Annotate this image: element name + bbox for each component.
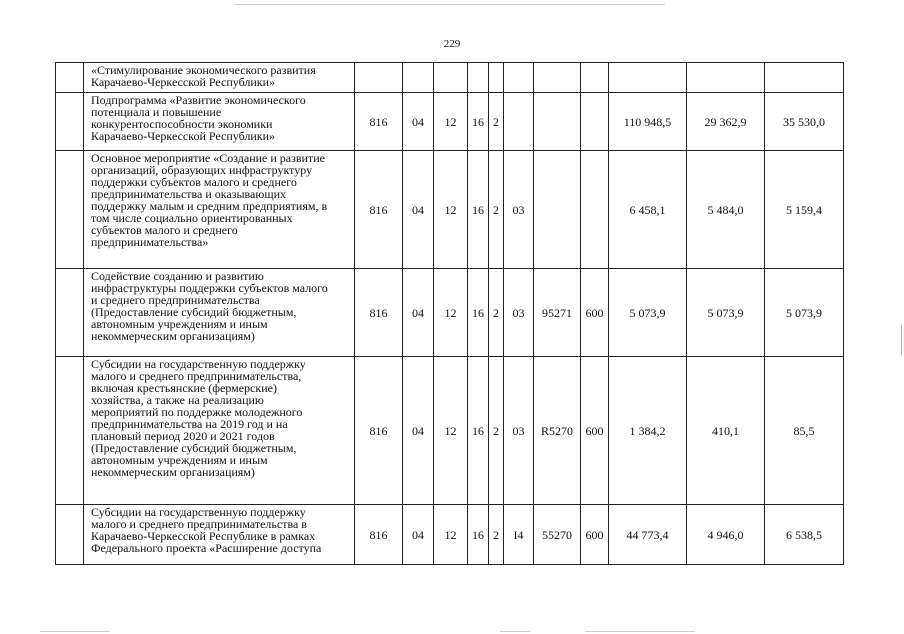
sum-2020: 410,1 [687, 357, 765, 505]
budget-table [55, 62, 844, 565]
ministry-code: 816 [355, 93, 403, 151]
program-code: 16 [468, 505, 489, 565]
sum-2020: 5 073,9 [687, 269, 765, 357]
item-description [84, 151, 355, 269]
description-line: малого и среднего предпринимательства в [91, 517, 307, 531]
expense-type-code [581, 151, 609, 269]
ministry-code: 816 [355, 269, 403, 357]
ministry-code: 816 [355, 505, 403, 565]
item-description [84, 63, 355, 93]
sum-2020 [687, 63, 765, 93]
activity-code: 03 [504, 269, 534, 357]
description-line: (Предоставление субсидий бюджетным, [91, 305, 297, 319]
subsection-code: 12 [434, 93, 468, 151]
description-line: Подпрограмма «Развитие экономического [91, 93, 306, 107]
table-row [56, 63, 844, 93]
table-row [56, 505, 844, 565]
description-line: (Предоставление субсидий бюджетным, [91, 441, 297, 455]
sum-2019: 6 458,1 [609, 151, 687, 269]
activity-code [504, 63, 534, 93]
expense-type-code [581, 93, 609, 151]
direction-code: 95271 [534, 269, 581, 357]
direction-code [534, 63, 581, 93]
activity-code [504, 93, 534, 151]
description-line: конкурентоспособности экономики [91, 117, 273, 131]
description-line: инфраструктуры поддержки субъектов малого [91, 281, 328, 295]
subsection-code [434, 63, 468, 93]
description-line: мероприятий по поддержке молодежного [91, 405, 303, 419]
direction-code [534, 93, 581, 151]
subprogram-code: 2 [489, 93, 504, 151]
item-description [84, 505, 355, 565]
description-line: организаций, образующих инфраструктуру [91, 163, 313, 177]
expense-type-code: 600 [581, 357, 609, 505]
scan-artifact-bottom-right [585, 631, 695, 632]
subprogram-code [489, 63, 504, 93]
table-row [56, 93, 844, 151]
section-code: 04 [403, 505, 434, 565]
row-number-cell [56, 63, 84, 93]
subsection-code: 12 [434, 151, 468, 269]
description-line: Карачаево-Черкесской Республики» [91, 75, 276, 89]
description-line: Основное мероприятие «Создание и развитие [91, 151, 325, 165]
sum-2021: 35 530,0 [765, 93, 844, 151]
table-row [56, 151, 844, 269]
description-line: Содействие созданию и развитию [91, 269, 264, 283]
description-line: предпринимательства и оказывающих [91, 187, 287, 201]
description-line: некоммерческим организациям) [91, 329, 255, 343]
sum-2019 [609, 63, 687, 93]
description-line: Федерального проекта «Расширение доступа [91, 541, 322, 555]
sum-2021 [765, 63, 844, 93]
description-line: хозяйства, а также на реализацию [91, 393, 264, 407]
section-code: 04 [403, 269, 434, 357]
ministry-code [355, 63, 403, 93]
section-code: 04 [403, 357, 434, 505]
sum-2019: 5 073,9 [609, 269, 687, 357]
table-row [56, 269, 844, 357]
sum-2020: 29 362,9 [687, 93, 765, 151]
description-line: том числе социально ориентированных [91, 211, 293, 225]
program-code: 16 [468, 151, 489, 269]
description-line: Карачаево-Черкесской Республики» [91, 129, 276, 143]
ministry-code: 816 [355, 357, 403, 505]
sum-2019: 44 773,4 [609, 505, 687, 565]
sum-2021: 5 073,9 [765, 269, 844, 357]
scan-artifact-right-edge [901, 325, 902, 355]
description-line: предпринимательства» [91, 235, 209, 249]
subprogram-code: 2 [489, 269, 504, 357]
subprogram-code: 2 [489, 357, 504, 505]
direction-code [534, 151, 581, 269]
program-code [468, 63, 489, 93]
subprogram-code: 2 [489, 151, 504, 269]
expense-type-code: 600 [581, 269, 609, 357]
sum-2020: 4 946,0 [687, 505, 765, 565]
row-number-cell [56, 357, 84, 505]
scan-artifact-bottom-left [40, 631, 110, 632]
sum-2020: 5 484,0 [687, 151, 765, 269]
row-number-cell [56, 151, 84, 269]
description-line: малого и среднего предпринимательства, [91, 369, 302, 383]
expense-type-code: 600 [581, 505, 609, 565]
scan-artifact-bottom-mid [500, 631, 530, 632]
scan-artifact-top [235, 4, 665, 5]
row-number-cell [56, 505, 84, 565]
program-code: 16 [468, 269, 489, 357]
expense-type-code [581, 63, 609, 93]
sum-2021: 5 159,4 [765, 151, 844, 269]
page-number: 229 [443, 38, 461, 50]
description-line: и среднего предпринимательства [91, 293, 260, 307]
row-number-cell [56, 269, 84, 357]
table-row [56, 357, 844, 505]
program-code: 16 [468, 93, 489, 151]
subprogram-code: 2 [489, 505, 504, 565]
description-line: потенциала и повышение [91, 105, 222, 119]
description-line: плановый период 2020 и 2021 годов [91, 429, 275, 443]
subsection-code: 12 [434, 357, 468, 505]
subsection-code: 12 [434, 505, 468, 565]
description-line: поддержки субъектов малого и среднего [91, 175, 297, 189]
sum-2019: 110 948,5 [609, 93, 687, 151]
sum-2021: 6 538,5 [765, 505, 844, 565]
description-line: некоммерческим организациям) [91, 465, 255, 479]
subsection-code: 12 [434, 269, 468, 357]
description-line: предпринимательства на 2019 год и на [91, 417, 288, 431]
activity-code: I4 [504, 505, 534, 565]
activity-code: 03 [504, 151, 534, 269]
item-description [84, 269, 355, 357]
program-code: 16 [468, 357, 489, 505]
section-code: 04 [403, 151, 434, 269]
description-line: поддержку малым и средним предприятиям, в [91, 199, 328, 213]
activity-code: 03 [504, 357, 534, 505]
direction-code: 55270 [534, 505, 581, 565]
description-line: Субсидии на государственную поддержку [91, 505, 306, 519]
description-line: Субсидии на государственную поддержку [91, 357, 306, 371]
section-code: 04 [403, 93, 434, 151]
section-code [403, 63, 434, 93]
ministry-code: 816 [355, 151, 403, 269]
sum-2019: 1 384,2 [609, 357, 687, 505]
description-line: включая крестьянские (фермерские) [91, 381, 277, 395]
description-line: «Стимулирование экономического развития [91, 63, 316, 77]
item-description [84, 357, 355, 505]
direction-code: R5270 [534, 357, 581, 505]
description-line: Карачаево-Черкесской Республике в рамках [91, 529, 316, 543]
row-number-cell [56, 93, 84, 151]
description-line: автономным учреждениям и иным [91, 453, 268, 467]
item-description [84, 93, 355, 151]
sum-2021: 85,5 [765, 357, 844, 505]
description-line: автономным учреждениям и иным [91, 317, 268, 331]
description-line: субъектов малого и среднего [91, 223, 238, 237]
